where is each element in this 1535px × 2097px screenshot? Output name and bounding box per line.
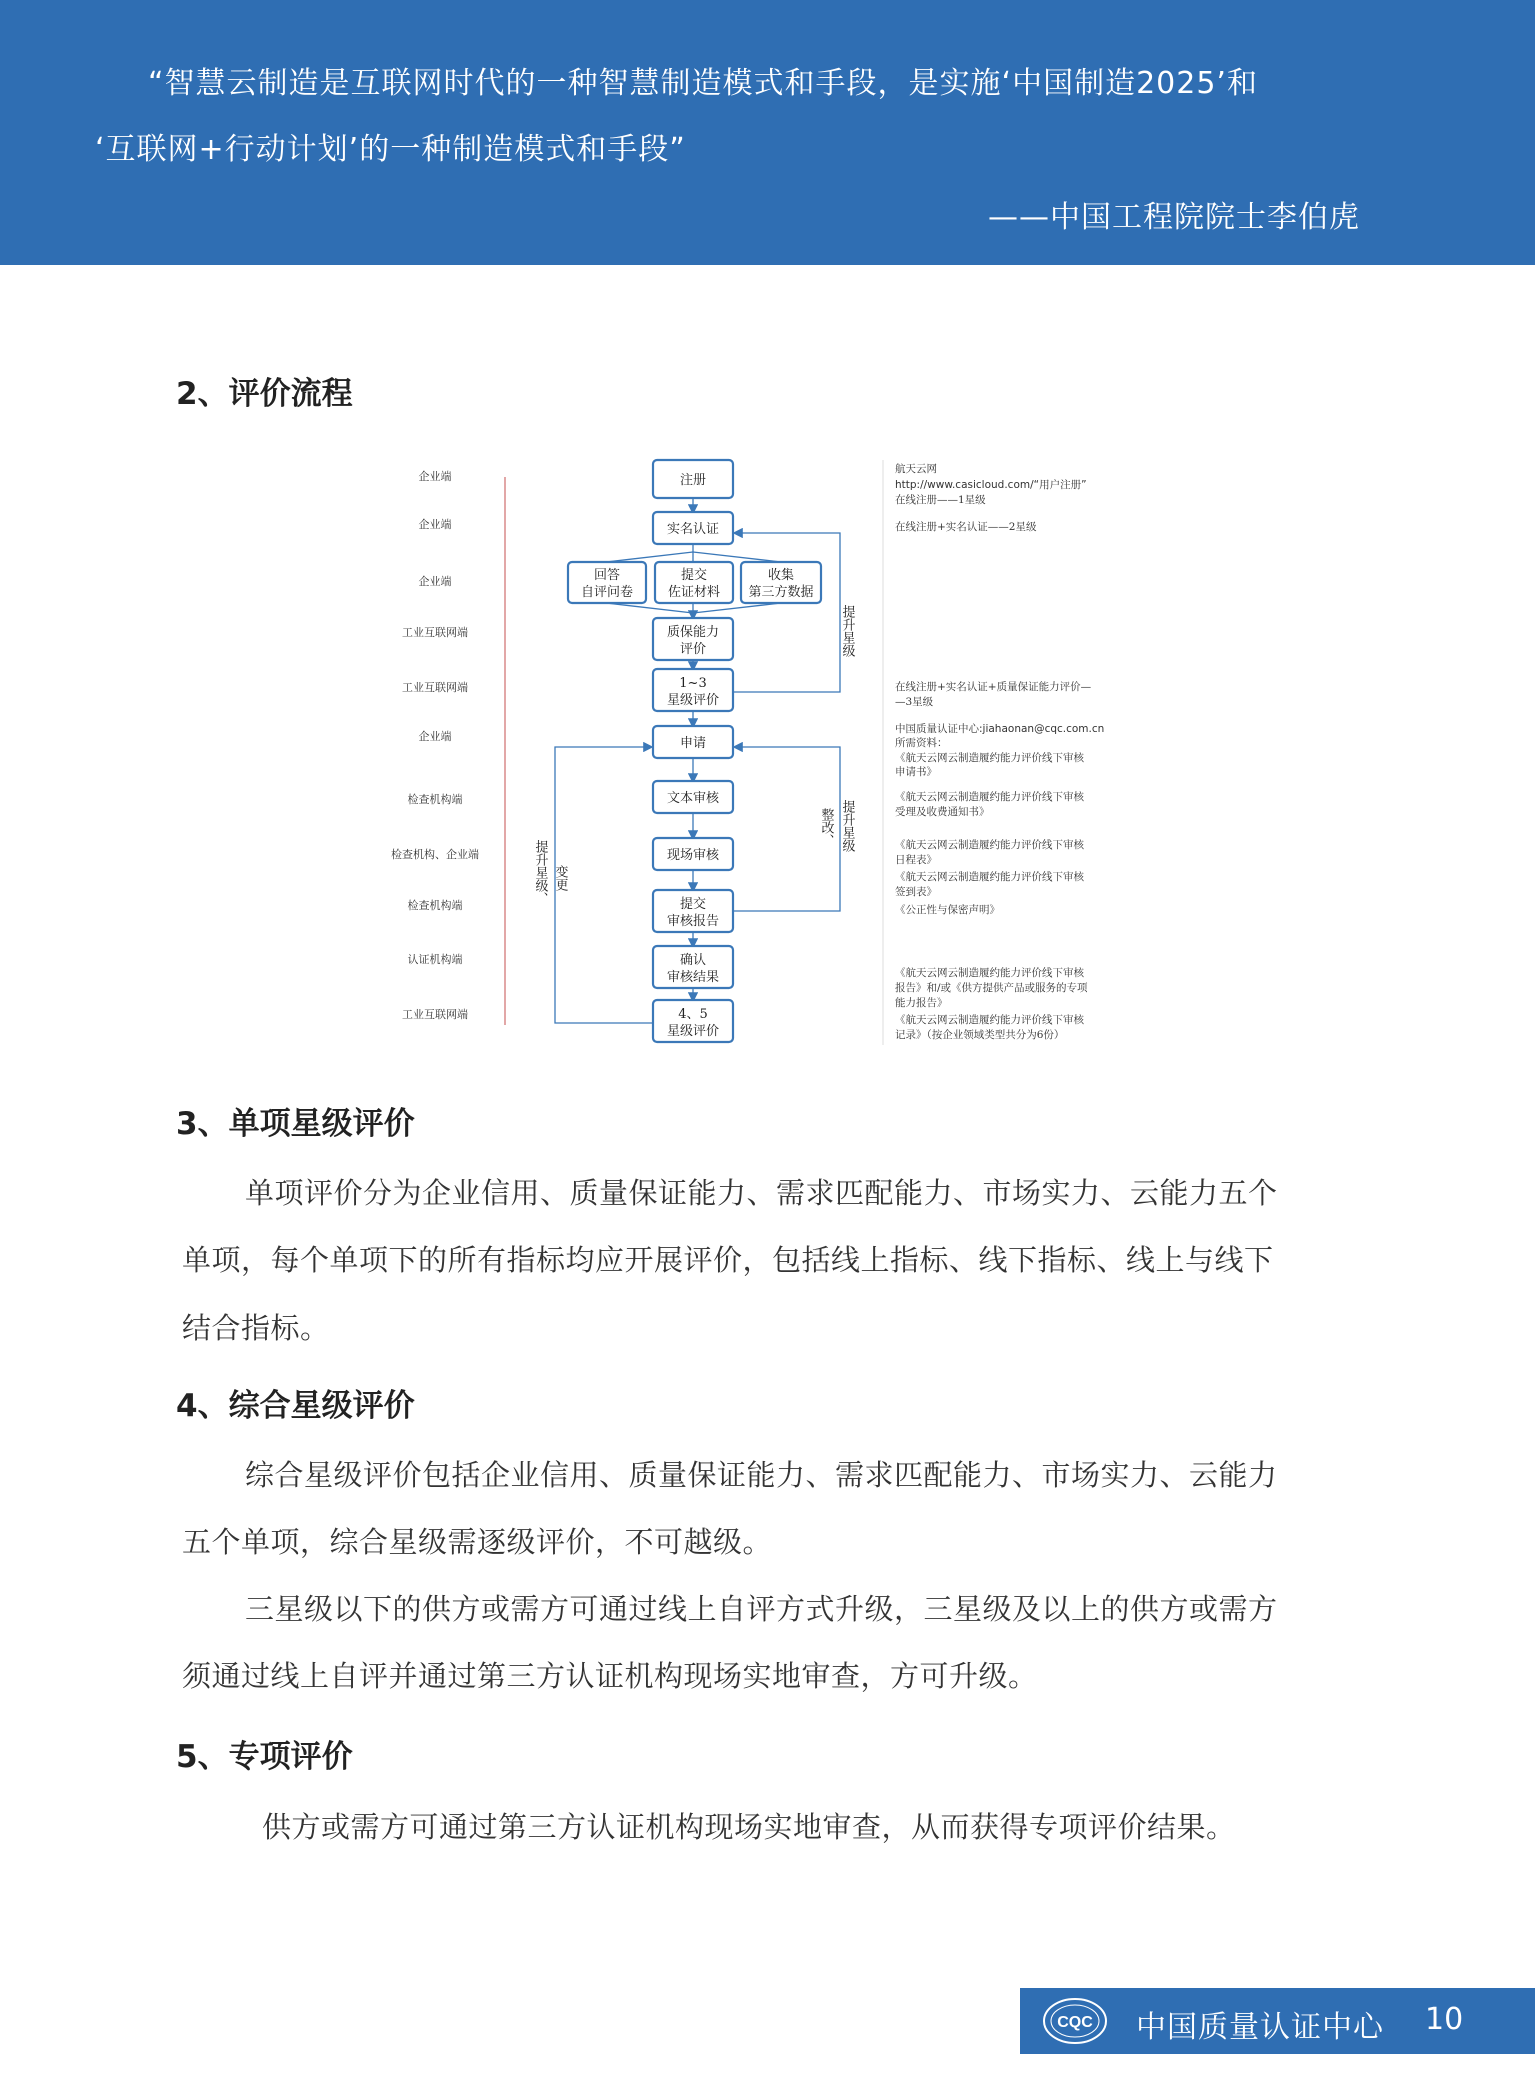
lane-label: 企业端 [418,470,452,483]
lane-label: 检查机构端 [407,793,463,806]
side-label-rectify: 整改、 [818,808,834,847]
section-title-single-star: 3、单项星级评价 [176,1106,415,1142]
lane-label: 企业端 [418,575,452,588]
side-label-change: 变更 [552,865,568,891]
upgrade-loop-top [733,533,840,692]
header-banner [0,0,1535,265]
section-title-evaluation-process: 2、评价流程 [176,376,353,412]
paragraph-line: 供方或需方可通过第三方认证机构现场实地审查，从而获得专项评价结果。 [262,1810,1236,1844]
node-text: 星级评价 [666,1024,720,1039]
node-text: 评价 [679,642,707,657]
lane-label: 工业互联网端 [402,681,468,694]
note-text: 航天云网 [895,463,937,475]
flow-arrow [606,603,781,613]
node-text: 确认 [679,953,707,968]
note-text: 申请书》 [895,766,937,778]
note-text: 《航天云网云制造履约能力评价线下审核 [895,839,1084,851]
note-text: 《航天云网云制造履约能力评价线下审核 [895,871,1084,883]
footer-org-name: 中国质量认证中心 [1136,2010,1384,2045]
evaluation-flowchart [380,455,1160,1055]
node-text: 申请 [679,736,707,751]
flow-arrow [606,552,781,562]
node-text: 提交 [679,897,707,912]
note-text: 在线注册——1星级 [895,494,986,506]
lane-label: 检查机构端 [407,899,463,912]
note-text: 记录》（按企业领域类型共分为6份） [895,1029,1065,1041]
paragraph-line: 五个单项，综合星级需逐级评价，不可越级。 [182,1525,773,1559]
node-text: 自评问卷 [580,585,634,600]
node-text: 回答 [593,568,621,583]
node-text: 星级评价 [666,693,720,708]
note-text: 日程表》 [895,854,937,866]
flowchart-svg [380,455,1160,1055]
paragraph-line: 综合星级评价包括企业信用、质量保证能力、需求匹配能力、市场实力、云能力 [245,1458,1278,1492]
node-text: 4、5 [678,1007,708,1022]
node-text: 收集 [767,568,795,583]
node-text: 审核结果 [666,970,720,985]
side-label-upgrade: 提升星级 [839,800,855,852]
note-text: 《航天云网云制造履约能力评价线下审核 [895,752,1084,764]
node-text: 佐证材料 [667,585,721,600]
paragraph-line: 结合指标。 [182,1311,330,1345]
header-quote-line1: “智慧云制造是互联网时代的一种智慧制造模式和手段，是实施‘中国制造2025’和 [148,66,1258,101]
lane-label: 认证机构端 [407,953,463,966]
note-text: 受理及收费通知书》 [895,806,990,818]
node-text: 审核报告 [666,914,720,929]
cqc-logo [1042,1996,1108,2046]
note-text: —3星级 [895,696,934,708]
node-text: 1~3 [679,676,707,691]
lane-label: 工业互联网端 [402,626,468,639]
paragraph-line: 单项评价分为企业信用、质量保证能力、需求匹配能力、市场实力、云能力五个 [245,1176,1278,1210]
note-text: 在线注册+实名认证——2星级 [895,521,1037,533]
page-number: 10 [1425,2002,1464,2037]
note-text: 《航天云网云制造履约能力评价线下审核 [895,791,1084,803]
lane-label: 工业互联网端 [402,1008,468,1021]
header-quote-line2: ‘互联网+行动计划’的一种制造模式和手段” [95,132,686,167]
node-text: 提交 [680,568,708,583]
paragraph-line: 单项，每个单项下的所有指标均应开展评价，包括线上指标、线下指标、线上与线下 [182,1243,1274,1277]
note-text: 中国质量认证中心:jiahaonan@cqc.com.cn [895,723,1105,735]
node-text: 文本审核 [666,791,720,806]
header-attribution: ——中国工程院院士李伯虎 [988,200,1360,235]
paragraph-line: 须通过线上自评并通过第三方认证机构现场实地审查，方可升级。 [182,1659,1038,1693]
note-text: 在线注册+实名认证+质量保证能力评价— [895,681,1092,693]
upgrade-loop-left [552,747,653,1023]
lane-label: 企业端 [418,518,452,531]
cqc-logo-text: CQC [1057,2014,1093,2031]
side-label-upgrade: 提升星级 [839,605,855,657]
paragraph-line: 三星级以下的供方或需方可通过线上自评方式升级，三星级及以上的供方或需方 [245,1592,1278,1626]
note-text: 所需资料： [895,737,948,749]
note-text: 报告》和/或《供方提供产品或服务的专项 [895,982,1088,994]
section-title-comprehensive-star: 4、综合星级评价 [176,1388,415,1424]
side-label-upgrade: 提升星级、 [532,840,548,905]
node-text: 实名认证 [666,522,720,537]
lane-label: 检查机构、企业端 [391,848,479,861]
note-text: http://www.casicloud.com/“用户注册” [895,479,1087,491]
note-text: 能力报告》 [895,997,948,1009]
node-text: 注册 [679,473,707,488]
note-text: 《航天云网云制造履约能力评价线下审核 [895,967,1084,979]
note-text: 《航天云网云制造履约能力评价线下审核 [895,1014,1084,1026]
note-text: 《公正性与保密声明》 [895,904,1000,916]
note-text: 签到表》 [895,886,937,898]
footer-banner [1020,1988,1535,2054]
cqc-logo-icon [1042,1996,1108,2046]
node-text: 质保能力 [666,625,720,640]
node-text: 第三方数据 [748,585,814,600]
section-title-special-evaluation: 5、专项评价 [176,1739,353,1775]
lane-label: 企业端 [418,730,452,743]
node-text: 现场审核 [666,848,720,863]
